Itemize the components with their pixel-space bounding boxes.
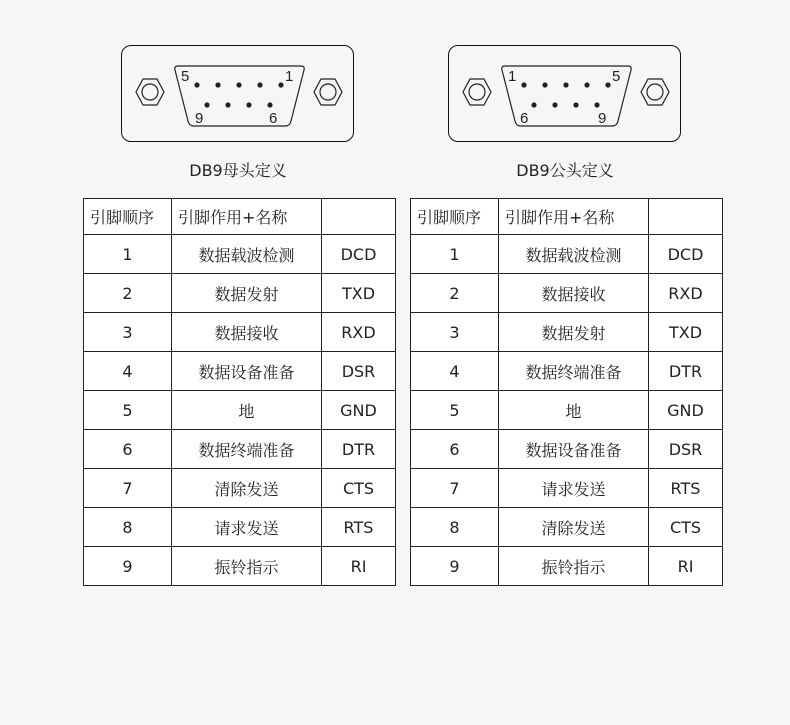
header-signal-name: [322, 199, 396, 235]
pin-number-cell: 6: [411, 430, 499, 469]
signal-name-cell: RXD: [649, 274, 723, 313]
pin-dot: [257, 82, 262, 87]
female-table-body: [84, 235, 396, 586]
pin-function-cell: 清除发送: [172, 469, 322, 508]
right-screw-hex-icon: [314, 79, 342, 105]
pin-number-cell: 4: [411, 352, 499, 391]
pin-number-cell: 1: [411, 235, 499, 274]
pin-dot: [594, 102, 599, 107]
signal-name-cell: DTR: [322, 430, 396, 469]
pin-function-cell: 数据接收: [172, 313, 322, 352]
pin-row-bottom: [204, 102, 272, 107]
pin-number-cell: 9: [84, 547, 172, 586]
header-pin-function: 引脚作用+名称: [172, 199, 322, 235]
signal-name-cell: DTR: [649, 352, 723, 391]
pin-label-bottom-right: 9: [598, 110, 607, 127]
signal-name-cell: TXD: [322, 274, 396, 313]
table-row: [84, 313, 396, 352]
pin-function-cell: 数据设备准备: [172, 352, 322, 391]
signal-name-cell: DSR: [322, 352, 396, 391]
table-row: [411, 352, 723, 391]
signal-name-cell: RI: [322, 547, 396, 586]
signal-name-cell: CTS: [649, 508, 723, 547]
right-screw-hex-icon: [641, 79, 669, 105]
pin-dot: [605, 82, 610, 87]
female-connector-diagram: [121, 45, 354, 142]
pin-dot: [584, 82, 589, 87]
table-row: [411, 391, 723, 430]
signal-name-cell: RTS: [322, 508, 396, 547]
table-row: [411, 547, 723, 586]
pin-function-cell: 数据载波检测: [172, 235, 322, 274]
signal-name-cell: GND: [649, 391, 723, 430]
pin-number-cell: 7: [411, 469, 499, 508]
pin-label-top-left: 5: [181, 68, 190, 85]
pin-row-top: [194, 82, 283, 87]
header-pin-order: 引脚顺序: [411, 199, 499, 235]
pin-number-cell: 9: [411, 547, 499, 586]
pin-dot: [552, 102, 557, 107]
pin-function-cell: 请求发送: [499, 469, 649, 508]
signal-name-cell: DCD: [649, 235, 723, 274]
pin-dot: [563, 82, 568, 87]
table-row: [84, 469, 396, 508]
male-table-body: [411, 235, 723, 586]
pin-label-top-right: 5: [612, 68, 621, 85]
pin-number-cell: 8: [84, 508, 172, 547]
pin-dot: [531, 102, 536, 107]
table-row: [84, 352, 396, 391]
pin-dot: [521, 82, 526, 87]
pin-dot: [194, 82, 199, 87]
pin-function-cell: 数据设备准备: [499, 430, 649, 469]
table-row: [84, 274, 396, 313]
signal-name-cell: DCD: [322, 235, 396, 274]
pin-number-cell: 2: [84, 274, 172, 313]
male-pin-table: [410, 198, 723, 586]
pin-dot: [267, 102, 272, 107]
pin-number-cell: 1: [84, 235, 172, 274]
pin-dot: [215, 82, 220, 87]
pin-number-cell: 3: [84, 313, 172, 352]
pin-function-cell: 数据终端准备: [499, 352, 649, 391]
pin-function-cell: 数据终端准备: [172, 430, 322, 469]
pin-row-bottom: [531, 102, 599, 107]
pin-function-cell: 振铃指示: [499, 547, 649, 586]
pin-number-cell: 4: [84, 352, 172, 391]
table-row: [411, 508, 723, 547]
pin-function-cell: 地: [172, 391, 322, 430]
male-connector-drawing: [449, 46, 682, 143]
pin-label-top-right: 1: [285, 68, 294, 85]
pin-function-cell: 地: [499, 391, 649, 430]
pin-label-bottom-left: 9: [195, 110, 204, 127]
table-row: [84, 547, 396, 586]
male-caption: DB9公头定义: [516, 161, 614, 180]
pin-function-cell: 数据载波检测: [499, 235, 649, 274]
male-connector-diagram: [448, 45, 681, 142]
table-row: [84, 430, 396, 469]
table-row: [84, 508, 396, 547]
pin-function-cell: 振铃指示: [172, 547, 322, 586]
table-row: [411, 469, 723, 508]
pin-dot: [204, 102, 209, 107]
signal-name-cell: DSR: [649, 430, 723, 469]
pin-number-cell: 6: [84, 430, 172, 469]
pin-dot: [542, 82, 547, 87]
pin-label-top-left: 1: [508, 68, 517, 85]
signal-name-cell: CTS: [322, 469, 396, 508]
signal-name-cell: RXD: [322, 313, 396, 352]
table-row: [84, 391, 396, 430]
female-caption: DB9母头定义: [189, 161, 287, 180]
table-header-row: [411, 199, 723, 235]
left-screw-hex-icon: [463, 79, 491, 105]
signal-name-cell: RI: [649, 547, 723, 586]
left-screw-hex-icon: [136, 79, 164, 105]
pin-function-cell: 请求发送: [172, 508, 322, 547]
pin-function-cell: 数据接收: [499, 274, 649, 313]
table-row: [411, 235, 723, 274]
header-pin-order: 引脚顺序: [84, 199, 172, 235]
pin-dot: [278, 82, 283, 87]
table-header-row: [84, 199, 396, 235]
pin-label-bottom-left: 6: [520, 110, 529, 127]
pin-number-cell: 7: [84, 469, 172, 508]
signal-name-cell: RTS: [649, 469, 723, 508]
pin-number-cell: 3: [411, 313, 499, 352]
table-row: [411, 430, 723, 469]
header-signal-name: [649, 199, 723, 235]
pin-function-cell: 数据发射: [499, 313, 649, 352]
signal-name-cell: TXD: [649, 313, 723, 352]
table-row: [411, 274, 723, 313]
table-row: [84, 235, 396, 274]
female-pin-table: [83, 198, 396, 586]
signal-name-cell: GND: [322, 391, 396, 430]
pin-number-cell: 5: [411, 391, 499, 430]
pin-number-cell: 2: [411, 274, 499, 313]
pin-dot: [225, 102, 230, 107]
table-row: [411, 313, 723, 352]
pin-dot: [246, 102, 251, 107]
pin-row-top: [521, 82, 610, 87]
pin-dot: [573, 102, 578, 107]
header-pin-function: 引脚作用+名称: [499, 199, 649, 235]
pin-function-cell: 清除发送: [499, 508, 649, 547]
pin-number-cell: 8: [411, 508, 499, 547]
pin-function-cell: 数据发射: [172, 274, 322, 313]
pin-number-cell: 5: [84, 391, 172, 430]
female-connector-drawing: [122, 46, 355, 143]
pin-dot: [236, 82, 241, 87]
pin-label-bottom-right: 6: [269, 110, 278, 127]
